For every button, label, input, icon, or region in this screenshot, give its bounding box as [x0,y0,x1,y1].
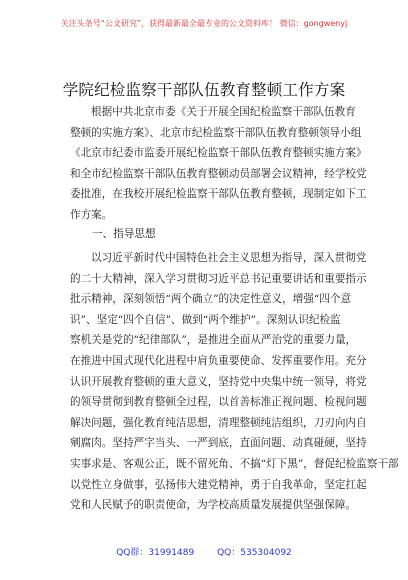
document-title: 学院纪检监察干部队伍教育整顿工作方案 [62,81,346,99]
section1-line: 批示精神，深刻领悟“两个确立”的决定性意义，增强“四个意 [70,293,352,306]
section1-paragraph [70,248,399,516]
intro-line: 委批准，在我校开展纪检监察干部队伍教育整顿，现制定如下工 [70,188,367,201]
footer-qq: QQ：535304092 [217,548,292,558]
section1-line: 察机关是党的“纪律部队”，是推进全面从严治党的重要力量， [70,334,357,347]
section1-line: 识”、坚定“四个自信”、做到“两个维护”。深刻认识纪检监 [70,313,341,326]
section1-line: 解决问题，强化教育纯洁思想，清理整顿纯洁组织，刀刃向内自 [70,416,367,429]
header-banner: 关注头条号“公文研究”，获得最新最全最专业的公文资料库！ 微信：gongwenyj [60,19,348,28]
intro-paragraph [70,102,367,226]
footer-qq-group: QQ群：31991489 [116,548,195,558]
section1-line: 剜腐肉。坚持严字当头、一严到底，直面问题、动真碰硬，坚持 [70,437,367,450]
section1-line: 实事求是、客观公正，既不留死角、不搞“灯下黑”，督促纪检监察干部 [70,457,399,470]
section1-line: 在推进中国式现代化进程中肩负重要使命、发挥重要作用。充分 [70,354,367,367]
intro-line: 作方案。 [70,208,113,221]
section1-line: 认识开展教育整顿的重大意义，坚持党中央集中统一领导，将党 [70,375,367,388]
intro-line: 整顿的实施方案》、北京市纪检监察干部队伍教育整顿领导小组 [70,126,362,139]
section1-line: 以党性立身做事，弘扬伟大建党精神，勇于自我革命，坚定扛起 [70,478,367,491]
section1-line: 党和人民赋予的职责使命，为学校高质量发展提供坚强保障。 [70,499,357,512]
section1-line: 的领导贯彻到教育整顿全过程，以首善标准正视问题、检视问题 [70,396,367,409]
intro-line: 和全市纪检监察干部队伍教育整顿动员部署会议精神，经学校党 [70,167,367,180]
section-heading: 一、指导思想 [92,228,156,240]
section1-line: 以习近平新时代中国特色社会主义思想为指导，深入贯彻党 [91,252,367,264]
section1-line: 的二十大精神，深入学习贯彻习近平总书记重要讲话和重要指示 [70,272,367,285]
intro-line: 根据中共北京市委《关于开展全国纪检监察干部队伍教育 [91,106,356,118]
footer-contact [0,545,408,558]
intro-line: 《北京市纪委市监委开展纪检监察干部队伍教育整顿实施方案》 [70,147,367,160]
